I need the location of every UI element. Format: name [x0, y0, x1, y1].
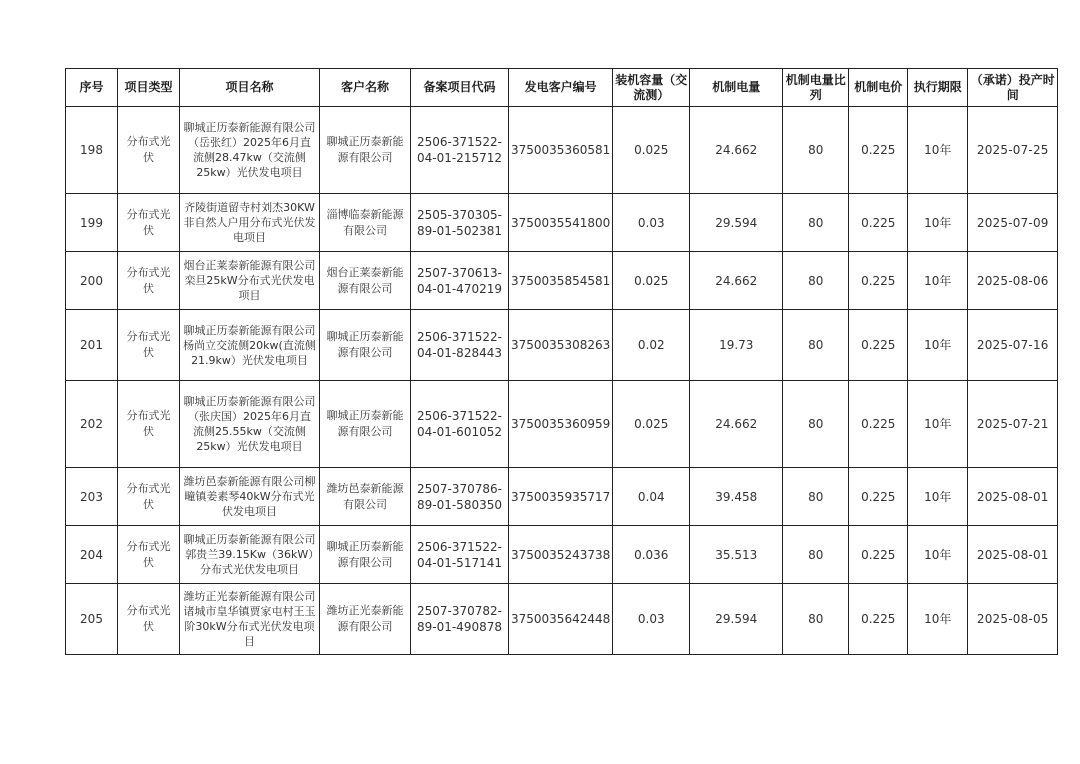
column-header-seq: 序号	[66, 69, 118, 107]
cell-name: 烟台正莱泰新能源有限公司栾旦25kW分布式光伏发电项目	[180, 252, 320, 310]
cell-cap: 0.03	[613, 584, 690, 655]
header-row	[66, 69, 1058, 107]
cell-seq: 199	[66, 194, 118, 252]
column-header-price: 机制电价	[849, 69, 908, 107]
cell-cust: 聊城正历泰新能源有限公司	[320, 107, 411, 194]
table-row	[66, 310, 1058, 381]
cell-seq: 204	[66, 526, 118, 584]
cell-type: 分布式光伏	[118, 584, 180, 655]
cell-elec: 24.662	[690, 252, 783, 310]
column-header-cust: 客户名称	[320, 69, 411, 107]
cell-price: 0.225	[849, 381, 908, 468]
cell-elec: 29.594	[690, 584, 783, 655]
cell-elec: 35.513	[690, 526, 783, 584]
cell-type: 分布式光伏	[118, 468, 180, 526]
cell-time: 2025-07-25	[968, 107, 1058, 194]
cell-name: 聊城正历泰新能源有限公司杨尚立交流侧20kw(直流侧21.9kw）光伏发电项目	[180, 310, 320, 381]
cell-elec: 29.594	[690, 194, 783, 252]
cell-code: 2507-370613-04-01-470219	[411, 252, 509, 310]
cell-cap: 0.02	[613, 310, 690, 381]
cell-price: 0.225	[849, 252, 908, 310]
cell-price: 0.225	[849, 107, 908, 194]
cell-seq: 203	[66, 468, 118, 526]
cell-name: 齐陵街道留寺村刘杰30KW非自然人户用分布式光伏发电项目	[180, 194, 320, 252]
cell-gen: 3750035541800	[509, 194, 613, 252]
cell-code: 2506-371522-04-01-828443	[411, 310, 509, 381]
cell-code: 2507-370786-89-01-580350	[411, 468, 509, 526]
cell-code: 2506-371522-04-01-215712	[411, 107, 509, 194]
data-table	[65, 68, 1058, 655]
cell-seq: 202	[66, 381, 118, 468]
column-header-ratio: 机制电量比列	[783, 69, 849, 107]
cell-seq: 201	[66, 310, 118, 381]
cell-seq: 200	[66, 252, 118, 310]
cell-cap: 0.025	[613, 252, 690, 310]
cell-ratio: 80	[783, 468, 849, 526]
cell-gen: 3750035360581	[509, 107, 613, 194]
cell-period: 10年	[908, 252, 968, 310]
cell-code: 2506-371522-04-01-517141	[411, 526, 509, 584]
cell-cust: 淄博临泰新能源有限公司	[320, 194, 411, 252]
cell-ratio: 80	[783, 310, 849, 381]
cell-time: 2025-08-05	[968, 584, 1058, 655]
column-header-time: （承诺）投产时间	[968, 69, 1058, 107]
cell-time: 2025-07-21	[968, 381, 1058, 468]
cell-period: 10年	[908, 194, 968, 252]
cell-cust: 聊城正历泰新能源有限公司	[320, 526, 411, 584]
table-row	[66, 107, 1058, 194]
table-body	[66, 107, 1058, 655]
cell-cust: 聊城正历泰新能源有限公司	[320, 381, 411, 468]
table-row	[66, 194, 1058, 252]
cell-ratio: 80	[783, 107, 849, 194]
cell-ratio: 80	[783, 526, 849, 584]
cell-ratio: 80	[783, 194, 849, 252]
cell-type: 分布式光伏	[118, 252, 180, 310]
cell-cap: 0.04	[613, 468, 690, 526]
cell-seq: 198	[66, 107, 118, 194]
cell-time: 2025-08-01	[968, 468, 1058, 526]
cell-gen: 3750035243738	[509, 526, 613, 584]
cell-elec: 24.662	[690, 107, 783, 194]
cell-period: 10年	[908, 468, 968, 526]
cell-type: 分布式光伏	[118, 526, 180, 584]
cell-cap: 0.025	[613, 381, 690, 468]
cell-cap: 0.036	[613, 526, 690, 584]
table-row	[66, 252, 1058, 310]
cell-name: 潍坊正光泰新能源有限公司诸城市皇华镇贾家屯村王玉阶30kW分布式光伏发电项目	[180, 584, 320, 655]
column-header-gen: 发电客户编号	[509, 69, 613, 107]
cell-elec: 39.458	[690, 468, 783, 526]
cell-period: 10年	[908, 381, 968, 468]
cell-time: 2025-08-06	[968, 252, 1058, 310]
cell-gen: 3750035308263	[509, 310, 613, 381]
cell-name: 聊城正历泰新能源有限公司郭贵兰39.15Kw（36kW）分布式光伏发电项目	[180, 526, 320, 584]
cell-seq: 205	[66, 584, 118, 655]
column-header-cap: 装机容量（交流测）	[613, 69, 690, 107]
cell-cust: 烟台正莱泰新能源有限公司	[320, 252, 411, 310]
cell-period: 10年	[908, 526, 968, 584]
cell-ratio: 80	[783, 252, 849, 310]
cell-name: 潍坊邑泰新能源有限公司柳疃镇姜素琴40kW分布式光伏发电项目	[180, 468, 320, 526]
cell-ratio: 80	[783, 381, 849, 468]
cell-cap: 0.03	[613, 194, 690, 252]
cell-price: 0.225	[849, 310, 908, 381]
cell-time: 2025-08-01	[968, 526, 1058, 584]
cell-period: 10年	[908, 584, 968, 655]
cell-elec: 19.73	[690, 310, 783, 381]
cell-code: 2505-370305-89-01-502381	[411, 194, 509, 252]
cell-type: 分布式光伏	[118, 381, 180, 468]
table-row	[66, 526, 1058, 584]
column-header-elec: 机制电量	[690, 69, 783, 107]
cell-price: 0.225	[849, 194, 908, 252]
cell-name: 聊城正历泰新能源有限公司（岳张红）2025年6月直流侧28.47kw（交流侧25kw）光伏发电项目	[180, 107, 320, 194]
cell-period: 10年	[908, 310, 968, 381]
cell-cust: 潍坊正光泰新能源有限公司	[320, 584, 411, 655]
cell-gen: 3750035642448	[509, 584, 613, 655]
cell-period: 10年	[908, 107, 968, 194]
cell-gen: 3750035360959	[509, 381, 613, 468]
cell-time: 2025-07-16	[968, 310, 1058, 381]
column-header-type: 项目类型	[118, 69, 180, 107]
cell-name: 聊城正历泰新能源有限公司（张庆国）2025年6月直流侧25.55kw（交流侧25kw）光伏发电项目	[180, 381, 320, 468]
cell-time: 2025-07-09	[968, 194, 1058, 252]
cell-price: 0.225	[849, 584, 908, 655]
cell-cust: 潍坊邑泰新能源有限公司	[320, 468, 411, 526]
cell-gen: 3750035854581	[509, 252, 613, 310]
column-header-period: 执行期限	[908, 69, 968, 107]
cell-price: 0.225	[849, 526, 908, 584]
table-row	[66, 584, 1058, 655]
column-header-code: 备案项目代码	[411, 69, 509, 107]
table-row	[66, 381, 1058, 468]
cell-code: 2507-370782-89-01-490878	[411, 584, 509, 655]
cell-cust: 聊城正历泰新能源有限公司	[320, 310, 411, 381]
cell-type: 分布式光伏	[118, 310, 180, 381]
cell-type: 分布式光伏	[118, 194, 180, 252]
column-header-name: 项目名称	[180, 69, 320, 107]
cell-price: 0.225	[849, 468, 908, 526]
cell-gen: 3750035935717	[509, 468, 613, 526]
cell-code: 2506-371522-04-01-601052	[411, 381, 509, 468]
table-row	[66, 468, 1058, 526]
cell-type: 分布式光伏	[118, 107, 180, 194]
cell-ratio: 80	[783, 584, 849, 655]
cell-cap: 0.025	[613, 107, 690, 194]
cell-elec: 24.662	[690, 381, 783, 468]
